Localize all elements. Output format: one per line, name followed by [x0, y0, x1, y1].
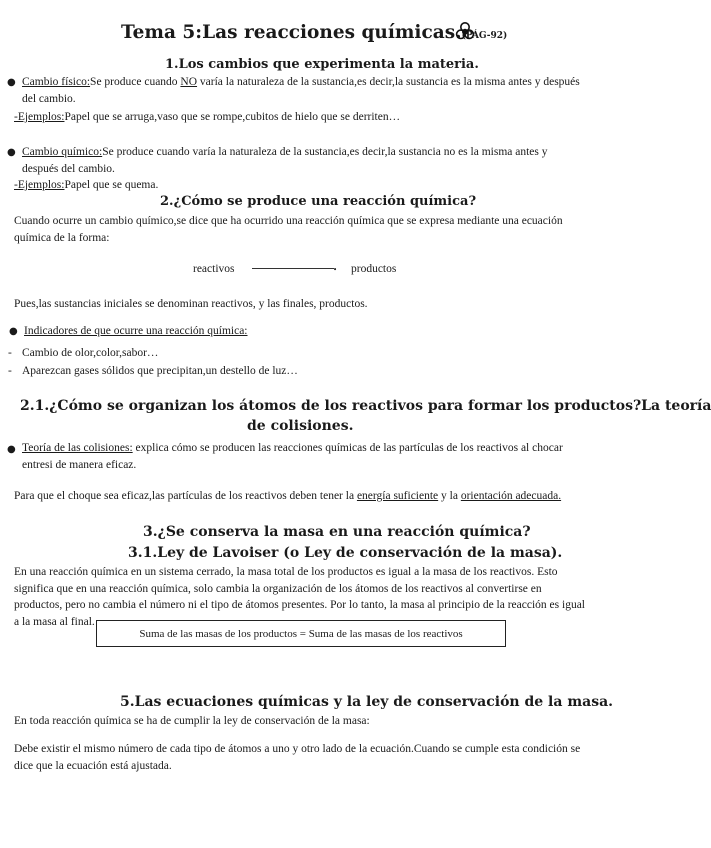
indicadores-heading: Indicadores de que ocurre una reacción química: — [24, 325, 248, 337]
section1-heading: 1.Los cambios que experimenta la materia. — [165, 57, 479, 72]
section21-heading-line2: de colisiones. — [247, 418, 354, 434]
no-emphasis: NO — [180, 76, 198, 88]
section3-heading: 3.¿Se conserva la masa en una reacción química? — [143, 524, 531, 540]
cambio-fisico-text: Se produce cuando — [90, 76, 181, 88]
indicador-item: Aparezcan gases sólidos que precipitan,un destello de luz… — [22, 365, 298, 377]
ejemplos-term: -Ejemplos: — [14, 111, 65, 123]
mass-conservation-box: Suma de las masas de los productos = Suma de las masas de los reactivos — [96, 620, 506, 647]
ejemplos-quimico — [14, 177, 584, 194]
section5-p1: En toda reacción química se ha de cumplir la ley de conservación de la masa: — [14, 715, 370, 727]
ejemplos-term: -Ejemplos: — [14, 179, 65, 191]
ejemplos-text: Papel que se quema. — [64, 179, 159, 191]
cambio-fisico-paragraph — [22, 74, 582, 108]
teoria-paragraph — [22, 440, 587, 474]
reaction-arrow-head: • — [333, 266, 338, 274]
cambio-fisico-term: Cambio físico: — [22, 76, 91, 88]
cambio-quimico-term: Cambio químico: — [22, 146, 103, 158]
bullet-icon: ● — [9, 326, 18, 337]
reaction-arrow — [252, 268, 334, 269]
section31-heading: 3.1.Ley de Lavoiser (o Ley de conservación de la masa). — [128, 545, 563, 561]
section2-intro: Cuando ocurre un cambio químico,se dice que ha ocurrido una reacción química que se expresa mediante una ecuación química de la forma: — [14, 215, 563, 244]
eficaz-paragraph — [14, 488, 589, 505]
section5-heading: 5.Las ecuaciones químicas y la ley de conservación de la masa. — [120, 694, 614, 710]
cambio-quimico-text: Se produce cuando varía la naturaleza de la sustancia,es decir,la sustancia no es la misma antes y después del cambio. — [22, 146, 548, 175]
title-page-ref: (PÁG-92) — [461, 31, 508, 41]
cambio-fisico-text-rest: varía la naturaleza de la sustancia,es decir,la sustancia es la misma antes y después del cambio. — [22, 76, 580, 105]
bullet-icon: ● — [7, 147, 16, 158]
dash-icon: - — [8, 365, 12, 377]
bullet-icon: ● — [7, 77, 16, 88]
eficaz-text: Para que el choque sea eficaz,las partículas de los reactivos deben tener la — [14, 490, 357, 502]
orientacion-term: orientación adecuada. — [460, 490, 562, 502]
cambio-quimico-paragraph — [22, 144, 582, 178]
bullet-icon: ● — [7, 444, 16, 455]
biohazard-icon — [454, 20, 476, 42]
title-main: Tema 5:Las reacciones químicas. — [121, 22, 462, 43]
indicador-item: Cambio de olor,color,sabor… — [22, 347, 159, 359]
lavoisier-paragraph: En una reacción química en un sistema cerrado, la masa total de los productos es igual a la masa de los reactivos. Esto significa que en una reacción química, solo cambia la organización de los átomos de los reactivos al convertirse en productos, pero no cambia el número ni el tipo de átomos presentes. Por lo tanto, la masa al principio de la reacción es igual a la masa al final. — [14, 566, 585, 628]
teoria-text: explica cómo se producen las reacciones químicas de las partículas de los reactivos al chocar entresi de manera eficaz. — [22, 442, 563, 471]
section5-p2: Debe existir el mismo número de cada tipo de átomos a uno y otro lado de la ecuación.Cuando se cumple esta condición se dice que la ecuación está ajustada. — [14, 743, 581, 772]
section2-heading: 2.¿Cómo se produce una reacción química? — [160, 194, 477, 209]
teoria-term: Teoría de las colisiones: — [22, 442, 133, 454]
page-title — [121, 22, 507, 43]
eficaz-text-join: y la — [438, 490, 461, 502]
section21-heading-line1: 2.1.¿Cómo se organizan los átomos de los reactivos para formar los productos?La teoría — [20, 398, 711, 414]
ejemplos-fisico — [14, 109, 584, 126]
pues-paragraph: Pues,las sustancias iniciales se denominan reactivos, y las finales, productos. — [14, 298, 368, 310]
equation-reactivos: reactivos — [193, 263, 235, 275]
ejemplos-text: Papel que se arruga,vaso que se rompe,cubitos de hielo que se derriten… — [64, 111, 401, 123]
energia-term: energía suficiente — [356, 490, 439, 502]
equation-productos: productos — [351, 263, 397, 275]
dash-icon: - — [8, 347, 12, 359]
